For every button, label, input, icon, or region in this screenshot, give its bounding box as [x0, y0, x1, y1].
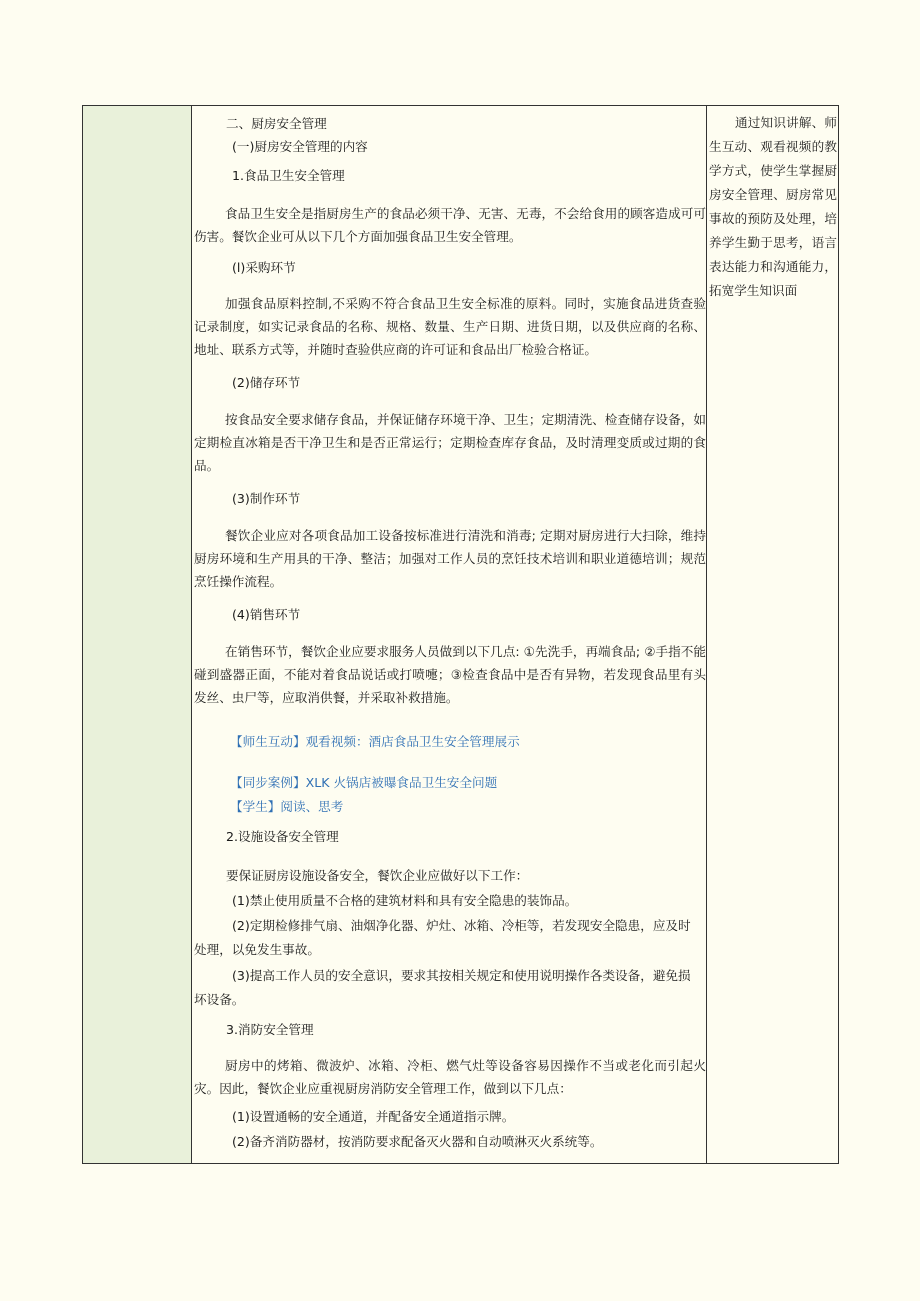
section-heading: 二、厨房安全管理	[226, 116, 327, 131]
facility-item-2-line1: (2)定期检修排气扇、油烟净化器、炉灶、冰箱、冷柜等，若发现安全隐患，应及时	[232, 918, 691, 933]
facility-intro: 要保证厨房设施设备安全，餐饮企业应做好以下工作：	[226, 868, 529, 883]
facility-item-3-line2: 坏设备。	[194, 992, 245, 1007]
facility-item-1: (1)禁止使用质量不合格的建筑材料和具有安全隐患的装饰品。	[232, 893, 578, 908]
fire-safety-heading: 3.消防安全管理	[226, 1022, 314, 1037]
interaction-video-link[interactable]: 【师生互动】观看视频：酒店食品卫生安全管理展示	[230, 734, 520, 749]
facility-item-3-line1: (3)提高工作人员的安全意识，要求其按相关规定和使用说明操作各类设备，避免损	[232, 968, 691, 983]
purchase-heading: (l)采购环节	[232, 260, 296, 275]
storage-paragraph: 按食品安全要求储存食品，并保证储存环境干净、卫生；定期清洗、检查储存设备，如定期检直冰箱是否干净卫生和是否正常运行；定期检查库存食品，及时清理变质或过期的食品。	[194, 412, 706, 473]
purchase-paragraph: 加强食品原料控制,不采购不符合食品卫生安全标准的原料。同时，实施食品进货查验记录制度，如实记录食品的名称、规格、数量、生产日期、进货日期，以及供应商的名称、地址、联系方式等，并随时查验供应商的许可证和食品出厂检验合格证。	[194, 296, 706, 357]
fire-item-2: (2)备齐消防器材，按消防要求配备灭火器和自动喷淋灭火系统等。	[232, 1134, 603, 1149]
production-paragraph: 餐饮企业应对各项食品加工设备按标准进行清洗和消毒; 定期对厨房进行大扫除，维持厨房环境和生产用具的干净、整洁；加强对工作人员的烹饪技术培训和职业道德培训；规范烹饪操作流程。	[194, 528, 706, 589]
sales-paragraph: 在销售环节，餐饮企业应要求服务人员做到以下几点: ①先洗手，再端食品; ②手指不能碰到盛器正面，不能对着食品说话或打喷嚏；③检查食品中是否有异物，若发现食品里有头发丝、虫尸等，应取消供餐，并采取补救措施。	[194, 644, 706, 705]
facility-item-2-line2: 处理，以免发生事故。	[194, 942, 320, 957]
left-column	[83, 106, 192, 1163]
fire-safety-paragraph: 厨房中的烤箱、微波炉、冰箱、冷柜、燃气灶等设备容易因操作不当或老化而引起火灾。因此，餐饮企业应重视厨房消防安全管理工作，做到以下几点：	[194, 1058, 706, 1096]
food-safety-intro: 食品卫生安全是指厨房生产的食品必须干净、无害、无毒，不会给食用的顾客造成可可伤害。餐饮企业可从以下几个方面加强食品卫生安全管理。	[194, 206, 706, 244]
production-heading: (3)制作环节	[232, 491, 301, 506]
lesson-table	[82, 105, 839, 1164]
teaching-note: 通过知识讲解、师生互动、观看视频的教学方式，使学生掌握厨房安全管理、厨房常见事故的预防及处理，培养学生勤于思考，语言表达能力和沟通能力，拓宽学生知识面	[709, 115, 837, 298]
content-column	[192, 106, 707, 1163]
fire-item-1: (1)设置通畅的安全通道，并配备安全通道指示牌。	[232, 1109, 515, 1124]
student-task: 【学生】阅读、思考	[230, 799, 344, 814]
storage-heading: (2)储存环节	[232, 375, 301, 390]
food-safety-heading: 1.食品卫生安全管理	[232, 168, 345, 183]
subsection-heading: (一)厨房安全管理的内容	[232, 139, 368, 154]
case-study-link[interactable]: 【同步案例】XLK 火锅店被曝食品卫生安全问题	[230, 775, 498, 790]
notes-column	[707, 106, 838, 1163]
facility-heading: 2.设施设备安全管理	[226, 829, 339, 844]
sales-heading: (4)销售环节	[232, 607, 301, 622]
